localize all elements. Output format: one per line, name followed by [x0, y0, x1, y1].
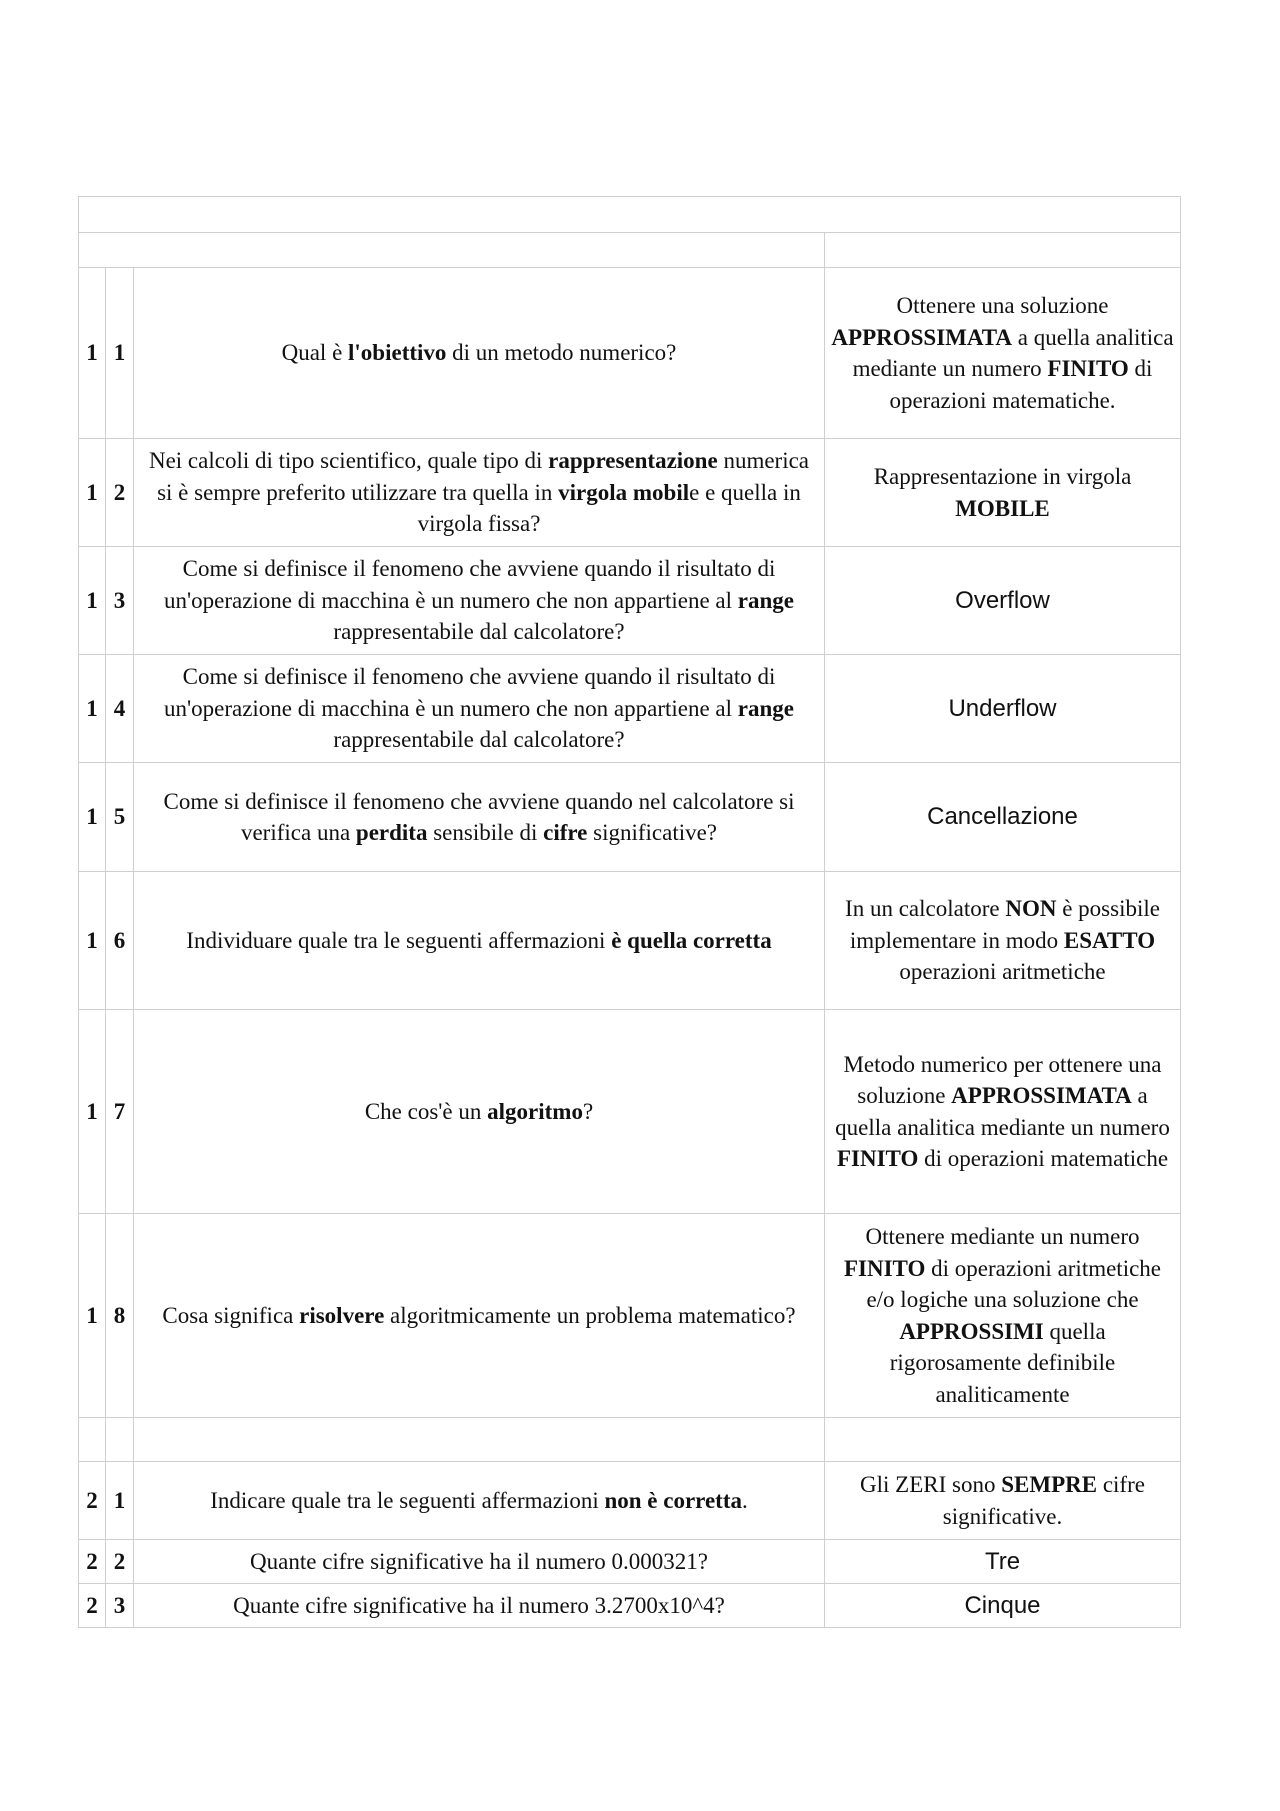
header-row-empty — [79, 197, 1181, 233]
question-number: 8 — [106, 1214, 134, 1418]
bold-text: l'obiettivo — [348, 340, 447, 366]
answer-text — [825, 872, 1181, 1010]
bold-text: rappresentazione — [548, 448, 718, 474]
text-segment: quella rigorosamente definibile analiticamente — [889, 1318, 1116, 1407]
section-number: 1 — [79, 872, 106, 1010]
text-segment: a quella analitica mediante un numero — [852, 324, 1174, 381]
empty-cell — [106, 1418, 134, 1462]
bold-text: APPROSSIMATA — [951, 1083, 1132, 1108]
bold-text: ESATTO — [1063, 927, 1156, 953]
text-segment: . — [742, 1487, 748, 1513]
question-text — [134, 439, 825, 547]
text-segment: operazioni aritmetiche — [899, 959, 1106, 985]
text-segment: è possibile implementare in modo — [849, 896, 1160, 953]
spacer-row — [79, 1418, 1181, 1462]
text-segment: Nei calcoli di tipo scientifico, quale tipo di — [148, 448, 549, 474]
text-segment: di operazioni matematiche — [918, 1146, 1169, 1171]
empty-cell — [825, 233, 1181, 268]
question-row — [79, 439, 1181, 547]
bold-text: algoritmo — [487, 1098, 583, 1124]
bold-text: NON — [1005, 896, 1057, 922]
text-segment: numerica si è sempre preferito utilizzare tra quella in — [157, 448, 810, 505]
empty-cell — [825, 1418, 1181, 1462]
bold-text: FINITO — [1047, 356, 1129, 381]
text-segment: Ottenere mediante un numero — [865, 1224, 1140, 1249]
question-row — [79, 1462, 1181, 1540]
question-text — [134, 1462, 825, 1540]
answer-text — [825, 1540, 1181, 1584]
question-number: 1 — [106, 268, 134, 439]
answer-text — [825, 1010, 1181, 1214]
bold-text: FINITO — [843, 1255, 926, 1281]
bold-text: SEMPRE — [1001, 1472, 1098, 1497]
text-segment: rappresentabile dal calcolatore? — [333, 619, 625, 645]
text-segment: Ottenere una soluzione — [896, 293, 1109, 318]
text-segment: Come si definisce il fenomeno che avviene quando il risultato di un'operazione di macchina è un numero che non appartiene al — [163, 664, 776, 721]
question-row — [79, 1540, 1181, 1584]
bold-text: FINITO — [836, 1146, 919, 1171]
text-segment: Qual è — [281, 340, 349, 366]
question-text — [134, 1540, 825, 1584]
text-segment: Indicare quale tra le seguenti affermazioni — [210, 1487, 605, 1513]
answer-text — [825, 439, 1181, 547]
question-row — [79, 547, 1181, 655]
section-number: 2 — [79, 1462, 106, 1540]
section-number: 1 — [79, 655, 106, 763]
question-number: 1 — [106, 1462, 134, 1540]
section-number: 1 — [79, 1214, 106, 1418]
question-row — [79, 1214, 1181, 1418]
section-number: 2 — [79, 1540, 106, 1584]
text-segment: Individuare quale tra le seguenti affermazioni — [186, 927, 612, 953]
question-number: 6 — [106, 872, 134, 1010]
text-segment: di un metodo numerico? — [446, 340, 677, 366]
text-segment: a quella analitica mediante un numero — [835, 1083, 1170, 1140]
text-segment: di operazioni matematiche. — [889, 356, 1153, 413]
text-segment: Quante cifre significative ha il numero 0.000321? — [250, 1548, 708, 1574]
section-number: 2 — [79, 1584, 106, 1628]
text-segment: di operazioni aritmetiche e/o logiche una soluzione che — [866, 1255, 1162, 1312]
question-number: 2 — [106, 439, 134, 547]
answer-text — [825, 1462, 1181, 1540]
text-segment: Tre — [984, 1547, 1021, 1575]
question-row — [79, 1584, 1181, 1628]
text-segment: Rappresentazione in virgola — [873, 464, 1132, 489]
question-text — [134, 1010, 825, 1214]
question-row — [79, 1010, 1181, 1214]
answer-text — [825, 268, 1181, 439]
question-row — [79, 268, 1181, 439]
header-row-empty-2 — [79, 233, 1181, 268]
bold-text: non è corretta — [604, 1487, 742, 1513]
section-number: 1 — [79, 763, 106, 872]
text-segment: Cancellazione — [927, 803, 1078, 831]
text-segment: Overflow — [955, 586, 1050, 614]
text-segment: In un calcolatore — [845, 896, 1006, 922]
text-segment: Come si definisce il fenomeno che avviene quando il risultato di un'operazione di macchina è un numero che non appartiene al — [163, 556, 776, 613]
text-segment: Gli ZERI sono — [860, 1472, 1002, 1497]
empty-cell — [79, 197, 1181, 233]
text-segment: algoritmicamente un problema matematico? — [384, 1302, 796, 1328]
question-number: 4 — [106, 655, 134, 763]
text-segment: ? — [582, 1098, 594, 1124]
question-number: 3 — [106, 547, 134, 655]
bold-text: APPROSSIMATA — [831, 324, 1013, 350]
question-text — [134, 1214, 825, 1418]
answer-text — [825, 763, 1181, 872]
empty-cell — [79, 1418, 106, 1462]
question-number: 2 — [106, 1540, 134, 1584]
section-number: 1 — [79, 547, 106, 655]
bold-text: è quella corretta — [611, 927, 772, 953]
question-number: 7 — [106, 1010, 134, 1214]
text-segment: Cosa significa — [162, 1302, 300, 1328]
text-segment: Cinque — [964, 1591, 1041, 1619]
answer-text — [825, 655, 1181, 763]
bold-text: cifre — [543, 820, 588, 845]
text-segment: Underflow — [948, 694, 1057, 722]
text-segment: Metodo numerico per ottenere una soluzione — [843, 1051, 1162, 1108]
empty-cell — [134, 1418, 825, 1462]
bold-text: APPROSSIMI — [899, 1318, 1044, 1344]
text-segment: Che cos'è un — [364, 1098, 488, 1124]
bold-text: perdita — [355, 820, 428, 845]
bold-text: range — [737, 587, 794, 613]
section-number: 1 — [79, 439, 106, 547]
empty-cell — [79, 233, 825, 268]
text-segment: Quante cifre significative ha il numero 3.2700x10^4? — [233, 1592, 725, 1618]
text-segment: cifre significative. — [942, 1472, 1145, 1529]
answer-text — [825, 1584, 1181, 1628]
text-segment: Come si definisce il fenomeno che avviene quando nel calcolatore si verifica una — [163, 788, 795, 845]
question-row — [79, 763, 1181, 872]
text-segment: e e quella in virgola fissa? — [417, 479, 801, 537]
quiz-table — [78, 196, 1181, 1628]
bold-text: MOBILE — [955, 495, 1050, 521]
section-number: 1 — [79, 268, 106, 439]
question-text — [134, 763, 825, 872]
question-text — [134, 268, 825, 439]
question-number: 5 — [106, 763, 134, 872]
question-text — [134, 547, 825, 655]
question-text — [134, 1584, 825, 1628]
question-row — [79, 872, 1181, 1010]
section-number: 1 — [79, 1010, 106, 1214]
answer-text — [825, 547, 1181, 655]
question-text — [134, 872, 825, 1010]
bold-text: risolvere — [299, 1302, 385, 1328]
question-text — [134, 655, 825, 763]
question-row — [79, 655, 1181, 763]
bold-text: virgola mobil — [558, 479, 690, 505]
text-segment: significative? — [587, 820, 718, 845]
bold-text: range — [737, 695, 794, 721]
text-segment: sensibile di — [427, 820, 544, 845]
text-segment: rappresentabile dal calcolatore? — [333, 727, 625, 753]
answer-text — [825, 1214, 1181, 1418]
question-number: 3 — [106, 1584, 134, 1628]
